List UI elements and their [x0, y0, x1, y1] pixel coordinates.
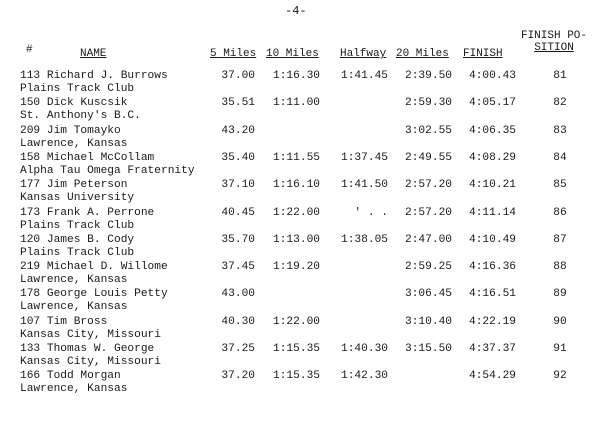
time-5-miles: 37.45	[221, 261, 255, 274]
runner-club: Kansas City, Missouri	[20, 356, 161, 368]
time-halfway: 1:41.50	[341, 179, 388, 192]
header-20-miles: 20 Miles	[396, 48, 449, 60]
finish-position: 83	[553, 124, 567, 137]
time-halfway: 1:40.30	[341, 343, 388, 355]
runner-number-name: 173 Frank A. Perrone	[20, 206, 155, 219]
time-10-miles: 1:15.35	[273, 343, 320, 355]
time-5-miles: 37.25	[221, 343, 255, 355]
runner-club: Kansas University	[20, 192, 135, 205]
runner-number-name: 133 Thomas W. George	[20, 343, 155, 355]
time-5-miles: 40.30	[221, 315, 255, 328]
time-finish: 4:05.17	[469, 97, 516, 110]
finish-position: 92	[553, 370, 567, 383]
header-halfway: Halfway	[340, 48, 387, 60]
time-10-miles: 1:16.30	[273, 70, 320, 82]
finish-position: 87	[553, 233, 567, 246]
time-finish: 4:10.21	[469, 179, 516, 192]
time-finish: 4:00.43	[469, 70, 516, 82]
time-finish: 4:37.37	[469, 343, 516, 355]
time-halfway: 1:37.45	[341, 151, 388, 164]
runner-club: St. Anthony's B.C.	[20, 110, 141, 123]
time-finish: 4:16.51	[469, 288, 516, 301]
runner-club: Lawrence, Kansas	[20, 274, 128, 287]
header-finish-position-line2: SITION	[534, 42, 574, 54]
time-20-miles: 2:49.55	[405, 151, 452, 164]
runner-number-name: 150 Dick Kuscsik	[20, 97, 128, 110]
time-10-miles: 1:16.10	[273, 179, 320, 192]
runner-club: Lawrence, Kansas	[20, 301, 128, 314]
time-finish: 4:16.36	[469, 261, 516, 274]
time-finish: 4:11.14	[469, 206, 516, 219]
time-finish: 4:54.29	[469, 370, 516, 383]
time-20-miles: 3:10.40	[405, 315, 452, 328]
runner-number-name: 177 Jim Peterson	[20, 179, 128, 192]
runner-club: Lawrence, Kansas	[20, 137, 128, 150]
time-20-miles: 2:57.20	[405, 206, 452, 219]
time-20-miles: 2:57.20	[405, 179, 452, 192]
time-10-miles: 1:11.55	[273, 151, 320, 164]
time-10-miles: 1:11.00	[273, 97, 320, 110]
time-5-miles: 35.40	[221, 151, 255, 164]
runner-number-name: 158 Michael McCollam	[20, 151, 155, 164]
finish-position: 82	[553, 97, 567, 110]
time-20-miles: 2:59.30	[405, 97, 452, 110]
header-finish: FINISH	[463, 48, 503, 60]
time-5-miles: 35.51	[221, 97, 255, 110]
time-20-miles: 3:02.55	[405, 124, 452, 137]
runner-number-name: 166 Todd Morgan	[20, 370, 121, 383]
time-10-miles: 1:13.00	[273, 233, 320, 246]
finish-position: 90	[553, 315, 567, 328]
runner-club: Plains Track Club	[20, 246, 135, 259]
time-10-miles: 1:22.00	[273, 315, 320, 328]
time-20-miles: 2:39.50	[405, 70, 452, 82]
time-10-miles: 1:19.20	[273, 261, 320, 274]
time-20-miles: 3:15.50	[405, 343, 452, 355]
time-20-miles: 2:47.00	[405, 233, 452, 246]
header-5-miles: 5 Miles	[210, 48, 257, 60]
time-finish: 4:22.19	[469, 315, 516, 328]
time-20-miles: 2:59.25	[405, 261, 452, 274]
finish-position: 88	[553, 261, 567, 274]
runner-club: Kansas City, Missouri	[20, 328, 161, 341]
finish-position: 89	[553, 288, 567, 301]
finish-position: 81	[553, 70, 567, 82]
header-10-miles: 10 Miles	[266, 48, 319, 60]
runner-number-name: 107 Tim Bross	[20, 315, 108, 328]
runner-club: Plains Track Club	[20, 83, 135, 95]
time-5-miles: 43.00	[221, 288, 255, 301]
time-halfway: ' . .	[354, 206, 388, 219]
time-10-miles: 1:22.00	[273, 206, 320, 219]
page-number: -4-	[285, 4, 307, 18]
runner-number-name: 209 Jim Tomayko	[20, 124, 121, 137]
time-5-miles: 35.70	[221, 233, 255, 246]
time-finish: 4:10.49	[469, 233, 516, 246]
header-name: NAME	[80, 48, 107, 60]
header-number: #	[26, 44, 33, 56]
time-5-miles: 37.20	[221, 370, 255, 383]
finish-position: 91	[553, 343, 567, 355]
time-halfway: 1:42.30	[341, 370, 388, 383]
finish-position: 85	[553, 179, 567, 192]
runner-club: Alpha Tau Omega Fraternity	[20, 164, 195, 177]
runner-number-name: 113 Richard J. Burrows	[20, 70, 168, 82]
finish-position: 86	[553, 206, 567, 219]
time-5-miles: 43.20	[221, 124, 255, 137]
header-finish-position-line1: FINISH PO-	[520, 30, 587, 42]
time-5-miles: 40.45	[221, 206, 255, 219]
runner-club: Plains Track Club	[20, 219, 135, 232]
time-finish: 4:06.35	[469, 124, 516, 137]
time-halfway: 1:38.05	[341, 233, 388, 246]
runner-club: Lawrence, Kansas	[20, 383, 128, 396]
time-5-miles: 37.10	[221, 179, 255, 192]
time-10-miles: 1:15.35	[273, 370, 320, 383]
runner-number-name: 120 James B. Cody	[20, 233, 135, 246]
time-halfway: 1:41.45	[341, 70, 388, 82]
time-20-miles: 3:06.45	[405, 288, 452, 301]
time-finish: 4:08.29	[469, 151, 516, 164]
time-5-miles: 37.00	[221, 70, 255, 82]
runner-number-name: 178 George Louis Petty	[20, 288, 168, 301]
finish-position: 84	[553, 151, 567, 164]
runner-number-name: 219 Michael D. Willome	[20, 261, 168, 274]
